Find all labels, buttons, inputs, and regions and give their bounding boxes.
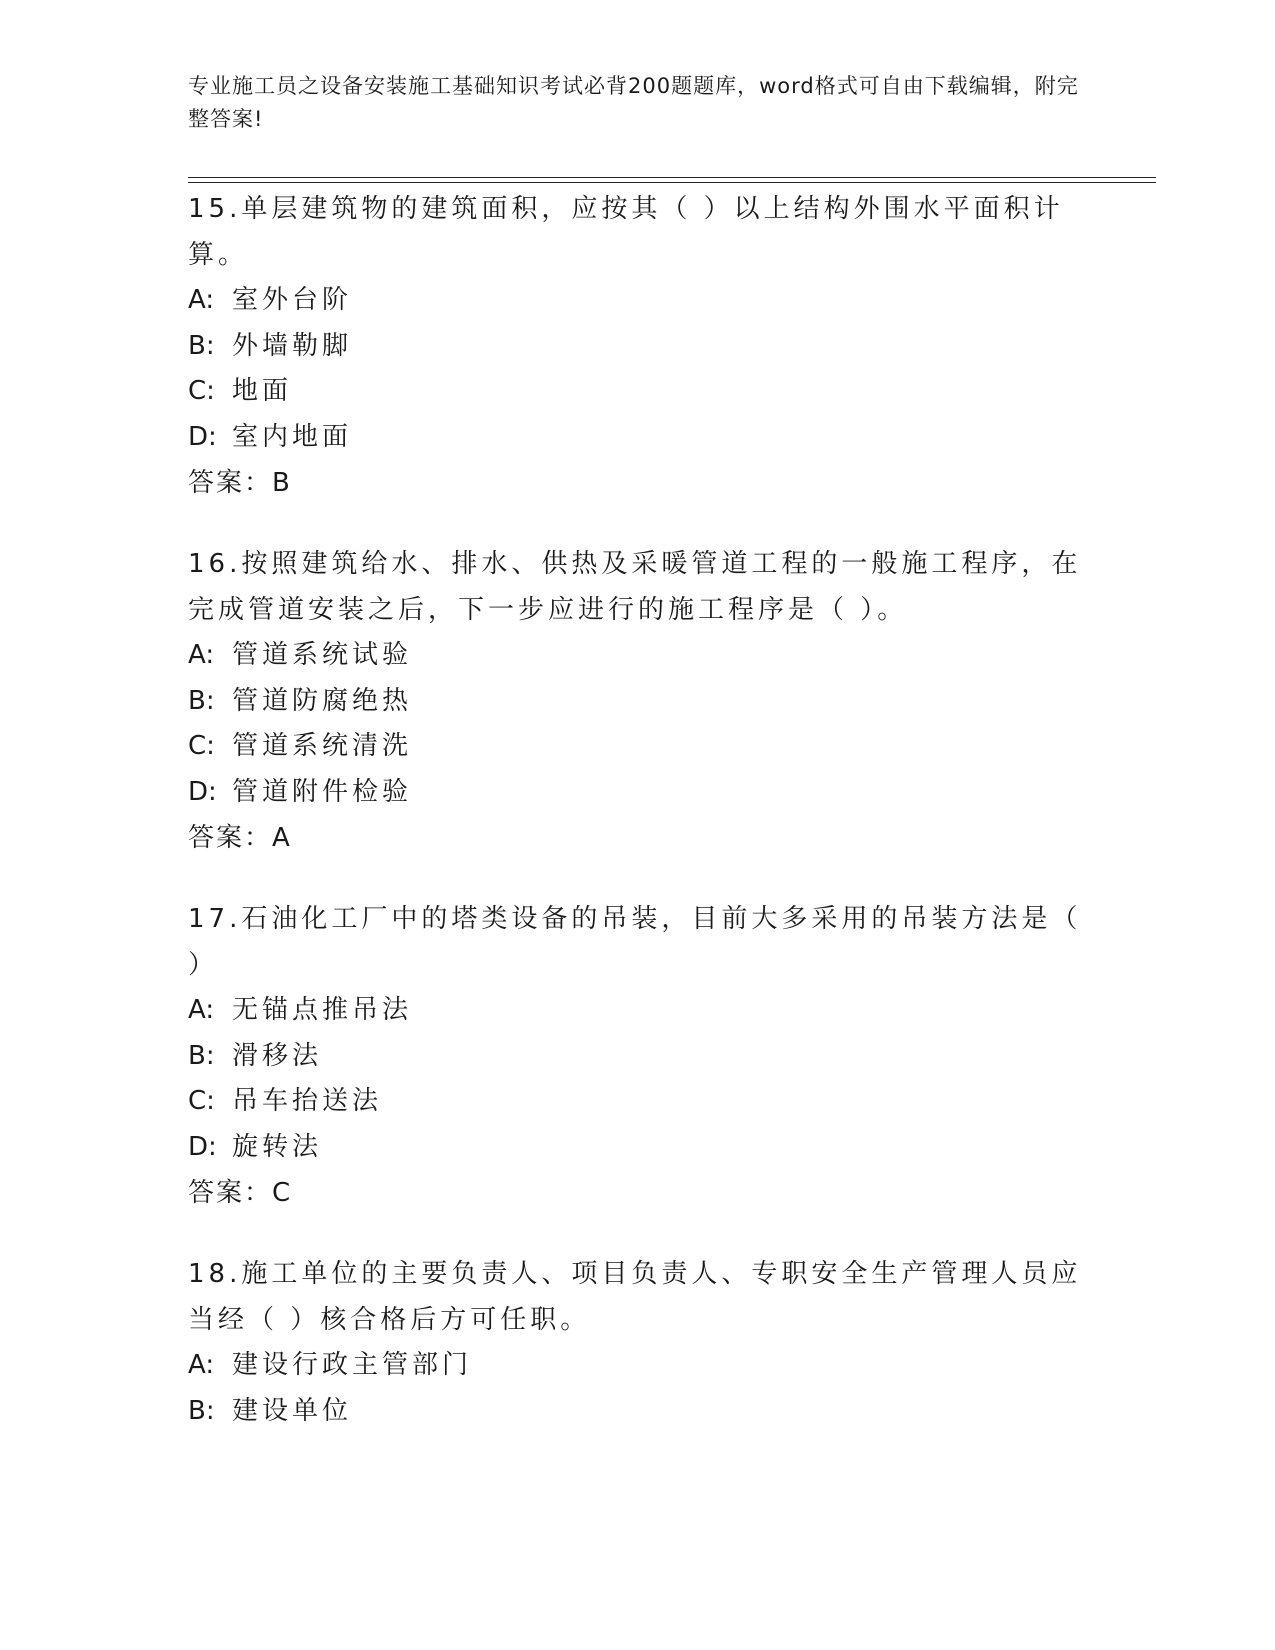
option-text: 管道防腐绝热 [232, 685, 413, 716]
option-key: A: [188, 995, 215, 1025]
option-key: B: [188, 330, 215, 361]
option-text: 管道系统清洗 [232, 731, 413, 761]
option-text: 滑移法 [232, 1040, 323, 1071]
option-key: C: [188, 731, 215, 761]
option-a [188, 633, 1088, 679]
option-key: C: [188, 376, 215, 406]
question-stem: 18.施工单位的主要负责人、项目负责人、专职安全生产管理人员应当经（ ）核合格后方可任职。 [188, 1259, 1082, 1335]
option-d [188, 1125, 1088, 1171]
option-text: 建设行政主管部门 [232, 1350, 473, 1380]
option-key: D: [188, 421, 217, 452]
option-text: 地面 [232, 376, 293, 406]
option-text: 外墙勒脚 [232, 330, 353, 361]
option-text: 室外台阶 [232, 285, 353, 315]
option-a [188, 278, 1088, 324]
option-text: 管道系统试验 [232, 640, 413, 670]
question-18 [188, 1251, 1088, 1434]
option-d [188, 415, 1088, 461]
option-a [188, 1343, 1088, 1389]
question-list [188, 186, 1088, 1469]
option-text: 无锚点推吊法 [232, 995, 413, 1025]
option-b [188, 1389, 1088, 1435]
question-stem: 17.石油化工厂中的塔类设备的吊装，目前大多采用的吊装方法是（ ） [188, 904, 1082, 980]
option-b [188, 324, 1088, 370]
question-15 [188, 186, 1088, 506]
option-key: C: [188, 1086, 215, 1116]
option-text: 建设单位 [232, 1395, 353, 1426]
option-text: 室内地面 [232, 421, 353, 452]
question-stem: 16.按照建筑给水、排水、供热及采暖管道工程的一般施工程序，在完成管道安装之后，下一步应进行的施工程序是（ ）。 [188, 549, 1082, 625]
option-c [188, 724, 1088, 770]
option-key: A: [188, 640, 215, 670]
option-key: B: [188, 1040, 215, 1071]
option-key: D: [188, 776, 217, 807]
document-header-title: 专业施工员之设备安装施工基础知识考试必背200题题库，word格式可自由下载编辑，附完整答案! [188, 74, 1079, 131]
answer-line: 答案：A [188, 823, 292, 853]
option-key: A: [188, 1350, 215, 1380]
option-text: 管道附件检验 [232, 776, 413, 807]
option-c [188, 1079, 1088, 1125]
question-16 [188, 541, 1088, 861]
option-key: B: [188, 1395, 215, 1426]
header-rule-bottom [188, 182, 1156, 183]
option-key: B: [188, 685, 215, 716]
header-rule-top [188, 177, 1156, 178]
question-17 [188, 896, 1088, 1216]
option-b [188, 1034, 1088, 1080]
option-d [188, 770, 1088, 816]
option-c [188, 369, 1088, 415]
option-text: 吊车抬送法 [232, 1086, 383, 1116]
option-b [188, 679, 1088, 725]
answer-line: 答案：B [188, 468, 292, 498]
option-key: A: [188, 285, 215, 315]
question-stem: 15.单层建筑物的建筑面积，应按其（ ）以上结构外围水平面积计算。 [188, 194, 1064, 270]
option-a [188, 988, 1088, 1034]
option-text: 旋转法 [232, 1131, 323, 1162]
option-key: D: [188, 1131, 217, 1162]
answer-line: 答案：C [188, 1178, 293, 1208]
